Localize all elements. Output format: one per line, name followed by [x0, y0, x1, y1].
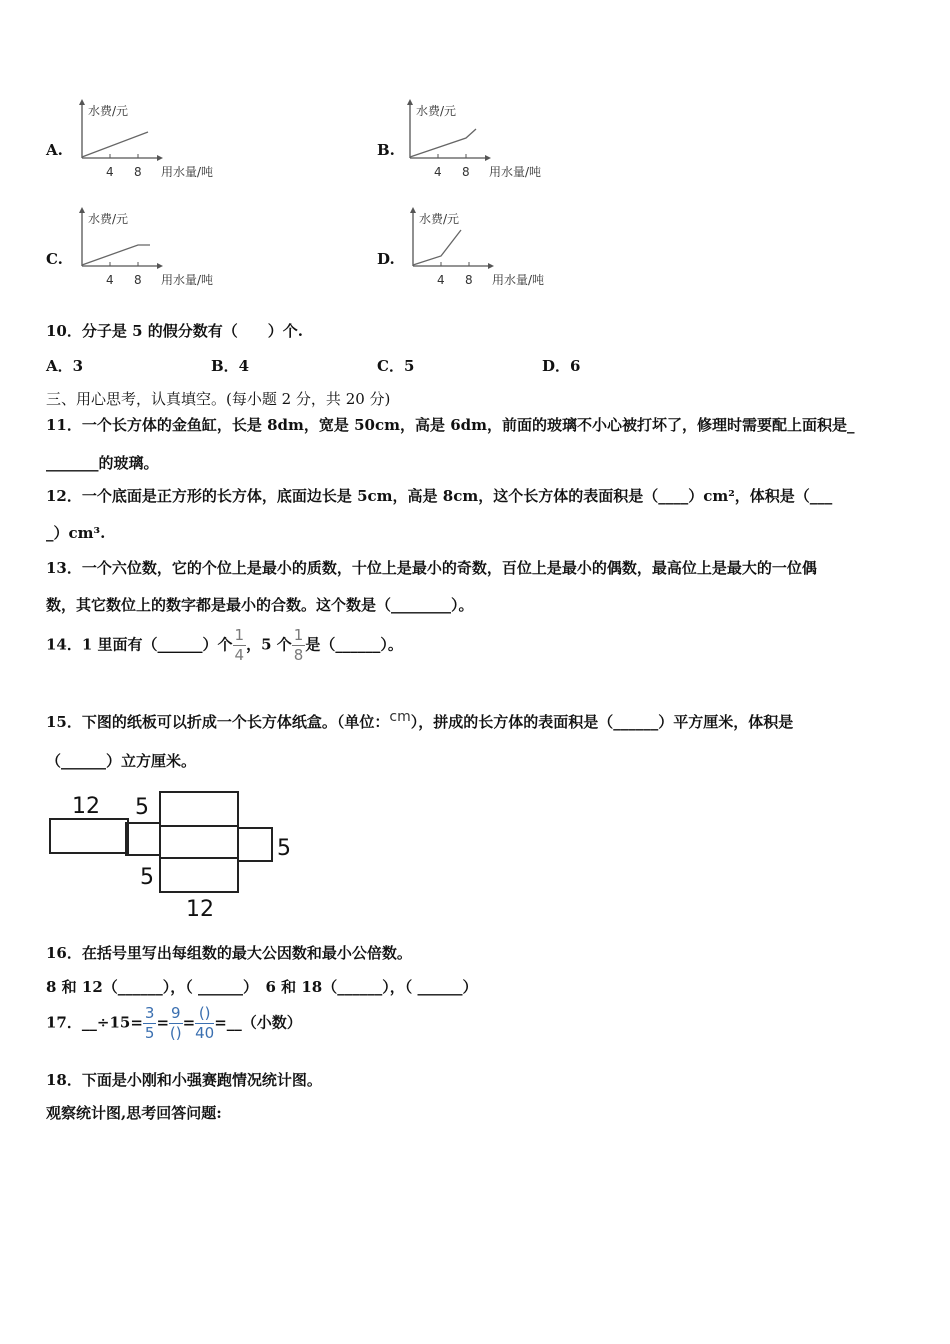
q17-frac-9-blank: $\frac{9}{()}$: [169, 1004, 182, 1042]
option-a-ylabel: 水费/元: [88, 104, 129, 118]
q12-line2: _）cm³.: [46, 524, 106, 542]
option-b-ylabel: 水费/元: [416, 104, 457, 118]
option-c-label[interactable]: C.: [46, 250, 63, 268]
net-label-right: 5: [277, 836, 291, 861]
option-d-tick-8: 8: [465, 273, 473, 287]
q15-line2: （______）立方厘米。: [46, 752, 197, 770]
option-d-tick-4: 4: [437, 273, 445, 287]
q10-option-b[interactable]: B．4: [211, 357, 250, 375]
option-b-graph: [398, 98, 558, 184]
q14-part2: ，5 个: [246, 635, 292, 654]
option-c-graph: [70, 206, 230, 292]
net-label-top-mid: 5: [135, 795, 149, 820]
q13-line1: 13．一个六位数，它的个位上是最小的质数，十位上是最小的奇数，百位上是最小的偶数，最高位上是最大的一位偶: [46, 559, 817, 577]
option-a-xlabel: 用水量/吨: [161, 165, 214, 179]
option-b-xlabel: 用水量/吨: [489, 165, 542, 179]
option-d-line: [413, 230, 461, 265]
net-label-bottom-left: 5: [140, 865, 154, 890]
option-d-graph: [401, 206, 561, 292]
option-a-tick-4: 4: [106, 165, 114, 179]
option-d-ylabel: 水费/元: [419, 212, 460, 226]
q17: 17．__÷15= $\frac{3}{5}$ = $\frac{9}{()}$ = $\frac{()}{40}$ =__（小数）: [46, 1004, 302, 1042]
q10-text: 10．分子是 5 的假分数有（ ）个.: [46, 322, 303, 340]
option-c-line: [82, 245, 150, 265]
net-front-face: [160, 826, 238, 858]
q11-line2: _______的玻璃。: [46, 454, 159, 472]
q10-option-d[interactable]: D．6: [542, 357, 581, 375]
q12-line1: 12．一个底面是正方形的长方体，底面边长是 5cm，高是 8cm，这个长方体的表面积是（____）cm²，体积是（___: [46, 487, 833, 505]
option-b-line: [410, 129, 476, 157]
net-right-face: [238, 828, 272, 861]
section-3-heading: 三、用心思考，认真填空。(每小题 2 分，共 20 分): [46, 390, 391, 408]
option-b-label[interactable]: B.: [377, 141, 395, 159]
q14: [46, 628, 403, 663]
q14-part3: 是（______）。: [305, 635, 403, 654]
option-a-label[interactable]: A.: [46, 141, 63, 159]
q15-unit: cm: [389, 709, 411, 725]
q14-part1: 14．1 里面有（______）个: [46, 635, 233, 654]
option-a-tick-8: 8: [134, 165, 142, 179]
q13-line2: 数，其它数位上的数字都是最小的合数。这个数是（________）。: [46, 596, 474, 614]
option-c-xlabel: 用水量/吨: [161, 273, 214, 287]
q15-line1: 15．下图的纸板可以折成一个长方体纸盒。（单位：cm），拼成的长方体的表面积是（______）平方厘米，体积是: [46, 709, 794, 731]
q16-line1: 16．在括号里写出每组数的最大公因数和最小公倍数。: [46, 944, 412, 962]
option-a-graph: [70, 98, 230, 184]
option-b-tick-8: 8: [462, 165, 470, 179]
box-net-figure: [40, 784, 310, 924]
q10-option-a[interactable]: A．3: [46, 357, 84, 375]
option-b-tick-4: 4: [434, 165, 442, 179]
option-d-xlabel: 用水量/吨: [492, 273, 545, 287]
q18-line2: 观察统计图,思考回答问题:: [46, 1104, 222, 1122]
q11-line1: 11．一个长方体的金鱼缸，长是 8dm，宽是 50cm，高是 6dm，前面的玻璃不小心被打坏了，修理时需要配上面积是_: [46, 416, 855, 434]
option-c-tick-4: 4: [106, 273, 114, 287]
net-left-face: [50, 819, 128, 853]
q17-frac-blank-40: $\frac{()}{40}$: [195, 1004, 215, 1042]
q17-frac-3-5: $\frac{3}{5}$: [144, 1004, 155, 1042]
q14-frac-one-quarter: $\frac{1}{4}$: [234, 626, 245, 664]
option-c-ylabel: 水费/元: [88, 212, 129, 226]
net-label-bottom: 12: [186, 897, 214, 922]
q14-frac-one-eighth: $\frac{1}{8}$: [293, 626, 304, 664]
q16-line2: 8 和 12（______），（ ______） 6 和 18（______），（ ______）: [46, 978, 478, 996]
q18-line1: 18．下面是小刚和小强赛跑情况统计图。: [46, 1071, 322, 1089]
net-label-top-left: 12: [72, 794, 100, 819]
net-bottom-face: [160, 858, 238, 892]
option-c-tick-8: 8: [134, 273, 142, 287]
option-a-line: [82, 132, 148, 157]
q10-option-c[interactable]: C．5: [377, 357, 415, 375]
net-top-face: [160, 792, 238, 826]
net-side-left: [126, 823, 160, 855]
option-d-label[interactable]: D.: [377, 250, 395, 268]
